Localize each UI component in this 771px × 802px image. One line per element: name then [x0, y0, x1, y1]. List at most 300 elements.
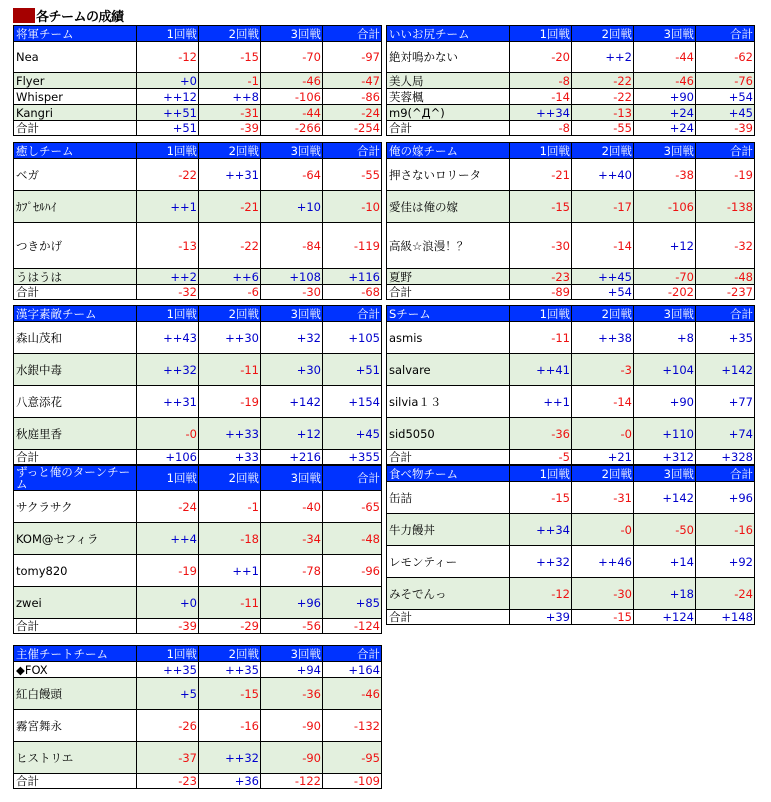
player-row	[14, 223, 382, 269]
column-header: 2回戦	[572, 466, 634, 482]
score-cell: -48	[323, 523, 382, 555]
player-row	[387, 578, 755, 610]
title-marker	[13, 8, 35, 23]
column-header: 1回戦	[510, 466, 572, 482]
column-header: 合計	[323, 646, 382, 662]
total-cell: +124	[634, 610, 696, 625]
player-name: みそでんっ	[387, 578, 510, 610]
player-name: salvare	[387, 354, 510, 386]
total-label: 合計	[14, 774, 137, 789]
player-name: 霧宮舞永	[14, 710, 137, 742]
total-cell: +36	[199, 774, 261, 789]
total-cell: -6	[199, 285, 261, 300]
column-header: 1回戦	[137, 26, 199, 42]
score-cell: -15	[199, 42, 261, 73]
player-name: tomy820	[14, 555, 137, 587]
player-row	[14, 322, 382, 354]
score-cell: +96	[261, 587, 323, 619]
column-header: 合計	[323, 306, 382, 322]
score-cell: +0	[137, 73, 199, 89]
total-cell: +21	[572, 450, 634, 465]
score-cell: -96	[323, 555, 382, 587]
total-cell: +51	[137, 121, 199, 136]
player-row	[14, 42, 382, 73]
player-name: Flyer	[14, 73, 137, 89]
player-name: 水銀中毒	[14, 354, 137, 386]
team-table	[13, 142, 382, 300]
score-cell: ++1	[510, 386, 572, 418]
team-total-row	[387, 450, 755, 465]
score-cell: +85	[323, 587, 382, 619]
player-name: ◆FOX	[14, 662, 137, 678]
score-cell: -46	[261, 73, 323, 89]
score-cell: ++30	[199, 322, 261, 354]
score-cell: ++40	[572, 159, 634, 191]
score-cell: ++2	[137, 269, 199, 285]
total-cell: -202	[634, 285, 696, 300]
column-header: 合計	[696, 306, 755, 322]
score-cell: -22	[137, 159, 199, 191]
column-header: 1回戦	[510, 26, 572, 42]
player-row	[14, 662, 382, 678]
score-cell: +51	[323, 354, 382, 386]
total-label: 合計	[14, 450, 137, 465]
score-cell: +30	[261, 354, 323, 386]
score-cell: -64	[261, 159, 323, 191]
score-cell: +35	[696, 322, 755, 354]
total-cell: -266	[261, 121, 323, 136]
score-cell: +90	[634, 386, 696, 418]
total-label: 合計	[387, 610, 510, 625]
score-cell: -84	[261, 223, 323, 269]
score-cell: -0	[572, 514, 634, 546]
score-cell: -3	[572, 354, 634, 386]
total-label: 合計	[387, 285, 510, 300]
player-name: 愛佳は俺の嫁	[387, 191, 510, 223]
player-name: asmis	[387, 322, 510, 354]
team-name: いいお尻チーム	[387, 26, 510, 42]
column-header: 合計	[696, 26, 755, 42]
column-header: 3回戦	[261, 466, 323, 491]
score-cell: -38	[634, 159, 696, 191]
team-header-row	[387, 143, 755, 159]
score-cell: -21	[199, 191, 261, 223]
score-cell: -34	[261, 523, 323, 555]
score-cell: +142	[634, 482, 696, 514]
score-cell: ++43	[137, 322, 199, 354]
player-row	[387, 482, 755, 514]
score-cell: ++34	[510, 514, 572, 546]
score-cell: -132	[323, 710, 382, 742]
total-label: 合計	[14, 121, 137, 136]
team-header-row	[14, 306, 382, 322]
team-table	[13, 305, 382, 465]
column-header: 合計	[323, 466, 382, 491]
score-cell: -1	[199, 73, 261, 89]
total-label: 合計	[14, 285, 137, 300]
score-cell: -16	[696, 514, 755, 546]
column-header: 2回戦	[572, 26, 634, 42]
total-cell: +106	[137, 450, 199, 465]
team-table	[13, 25, 382, 136]
team-table	[386, 305, 755, 465]
score-cell: -14	[572, 223, 634, 269]
score-cell: -21	[510, 159, 572, 191]
column-header: 2回戦	[199, 466, 261, 491]
player-row	[387, 418, 755, 450]
score-cell: -24	[696, 578, 755, 610]
score-cell: -46	[323, 678, 382, 710]
player-name: 秋庭里香	[14, 418, 137, 450]
score-cell: +18	[634, 578, 696, 610]
player-row	[387, 105, 755, 121]
total-cell: +54	[572, 285, 634, 300]
column-header: 3回戦	[634, 143, 696, 159]
team-total-row	[14, 285, 382, 300]
score-cell: +8	[634, 322, 696, 354]
column-header: 合計	[696, 466, 755, 482]
column-header: 2回戦	[572, 306, 634, 322]
total-cell: +312	[634, 450, 696, 465]
score-cell: -18	[199, 523, 261, 555]
score-cell: -70	[634, 269, 696, 285]
team-header-row	[14, 143, 382, 159]
team-header-row	[14, 646, 382, 662]
player-name: ヒストリエ	[14, 742, 137, 774]
score-cell: -106	[261, 89, 323, 105]
player-row	[14, 386, 382, 418]
team-total-row	[387, 610, 755, 625]
score-cell: +12	[634, 223, 696, 269]
player-row	[14, 491, 382, 523]
total-cell: -55	[572, 121, 634, 136]
player-row	[14, 105, 382, 121]
score-cell: -138	[696, 191, 755, 223]
player-name: Kangri	[14, 105, 137, 121]
column-header: 1回戦	[137, 306, 199, 322]
score-cell: +12	[261, 418, 323, 450]
total-label: 合計	[387, 121, 510, 136]
score-cell: -55	[323, 159, 382, 191]
player-name: サクラサク	[14, 491, 137, 523]
score-cell: -106	[634, 191, 696, 223]
score-cell: -37	[137, 742, 199, 774]
score-cell: +142	[261, 386, 323, 418]
score-cell: -19	[696, 159, 755, 191]
score-cell: +74	[696, 418, 755, 450]
score-cell: -36	[261, 678, 323, 710]
score-cell: -1	[199, 491, 261, 523]
total-cell: -122	[261, 774, 323, 789]
column-header: 1回戦	[137, 143, 199, 159]
total-cell: -39	[137, 619, 199, 634]
score-cell: -24	[323, 105, 382, 121]
player-row	[387, 514, 755, 546]
player-name: 美人局	[387, 73, 510, 89]
team-table	[13, 645, 382, 789]
total-cell: -68	[323, 285, 382, 300]
team-total-row	[14, 774, 382, 789]
player-row	[14, 555, 382, 587]
score-cell: ++6	[199, 269, 261, 285]
player-row	[14, 269, 382, 285]
total-cell: -109	[323, 774, 382, 789]
total-cell: +216	[261, 450, 323, 465]
score-cell: -15	[199, 678, 261, 710]
player-name: レモンティー	[387, 546, 510, 578]
score-cell: -16	[199, 710, 261, 742]
score-cell: ++31	[137, 386, 199, 418]
score-cell: +10	[261, 191, 323, 223]
team-name: ずっと俺のターンチーム	[14, 466, 137, 491]
player-row	[14, 742, 382, 774]
column-header: 1回戦	[137, 646, 199, 662]
player-name: Nea	[14, 42, 137, 73]
score-cell: -50	[634, 514, 696, 546]
score-cell: +94	[261, 662, 323, 678]
total-cell: +355	[323, 450, 382, 465]
score-cell: +32	[261, 322, 323, 354]
score-cell: -31	[572, 482, 634, 514]
score-cell: -11	[199, 354, 261, 386]
total-cell: -5	[510, 450, 572, 465]
player-name: sid5050	[387, 418, 510, 450]
total-cell: -23	[137, 774, 199, 789]
team-table	[386, 142, 755, 300]
score-cell: ++34	[510, 105, 572, 121]
score-cell: ++8	[199, 89, 261, 105]
page-title	[13, 6, 124, 24]
score-cell: ++1	[137, 191, 199, 223]
player-name: ｶﾌﾟｾﾙﾊｲ	[14, 191, 137, 223]
team-header-row	[387, 466, 755, 482]
column-header: 1回戦	[137, 466, 199, 491]
score-cell: -0	[572, 418, 634, 450]
total-cell: -30	[261, 285, 323, 300]
score-cell: -0	[137, 418, 199, 450]
player-name: うはうは	[14, 269, 137, 285]
score-cell: -36	[510, 418, 572, 450]
score-cell: ++2	[572, 42, 634, 73]
score-cell: +5	[137, 678, 199, 710]
total-cell: -124	[323, 619, 382, 634]
player-row	[387, 322, 755, 354]
score-cell: ++35	[199, 662, 261, 678]
column-header: 2回戦	[199, 646, 261, 662]
player-name: silvia１３	[387, 386, 510, 418]
score-cell: -12	[137, 42, 199, 73]
score-cell: -32	[696, 223, 755, 269]
player-row	[14, 710, 382, 742]
page-title-text: 各チームの成績	[36, 9, 124, 25]
total-cell: -39	[696, 121, 755, 136]
team-table	[386, 465, 755, 625]
column-header: 3回戦	[261, 646, 323, 662]
column-header: 1回戦	[510, 306, 572, 322]
score-cell: -23	[510, 269, 572, 285]
score-cell: ++32	[510, 546, 572, 578]
team-total-row	[14, 121, 382, 136]
score-cell: -97	[323, 42, 382, 73]
player-name: 押さないロリータ	[387, 159, 510, 191]
score-cell: -14	[572, 386, 634, 418]
score-cell: -78	[261, 555, 323, 587]
score-cell: -65	[323, 491, 382, 523]
score-cell: +45	[323, 418, 382, 450]
column-header: 1回戦	[510, 143, 572, 159]
score-cell: -95	[323, 742, 382, 774]
score-cell: +110	[634, 418, 696, 450]
player-row	[387, 354, 755, 386]
team-name: 俺の嫁チーム	[387, 143, 510, 159]
score-cell: -22	[572, 89, 634, 105]
score-cell: ++12	[137, 89, 199, 105]
team-table	[13, 465, 382, 634]
score-cell: +108	[261, 269, 323, 285]
score-cell: -31	[199, 105, 261, 121]
column-header: 2回戦	[199, 26, 261, 42]
score-cell: ++33	[199, 418, 261, 450]
column-header: 合計	[323, 26, 382, 42]
total-cell: +39	[510, 610, 572, 625]
total-cell: -32	[137, 285, 199, 300]
score-cell: -15	[510, 191, 572, 223]
team-total-row	[14, 619, 382, 634]
player-row	[14, 191, 382, 223]
score-cell: -22	[199, 223, 261, 269]
score-cell: -26	[137, 710, 199, 742]
score-cell: -17	[572, 191, 634, 223]
score-cell: -11	[199, 587, 261, 619]
player-row	[14, 73, 382, 89]
team-name: 癒しチーム	[14, 143, 137, 159]
player-row	[387, 269, 755, 285]
total-label: 合計	[14, 619, 137, 634]
total-cell: -237	[696, 285, 755, 300]
total-cell: -39	[199, 121, 261, 136]
score-cell: ++4	[137, 523, 199, 555]
player-name: 紅白饅頭	[14, 678, 137, 710]
player-row	[14, 587, 382, 619]
column-header: 2回戦	[572, 143, 634, 159]
column-header: 3回戦	[261, 143, 323, 159]
player-row	[14, 354, 382, 386]
score-cell: -20	[510, 42, 572, 73]
team-header-row	[14, 466, 382, 491]
score-cell: -48	[696, 269, 755, 285]
player-row	[14, 523, 382, 555]
score-cell: +104	[634, 354, 696, 386]
score-cell: -90	[261, 710, 323, 742]
score-cell: +0	[137, 587, 199, 619]
player-row	[14, 159, 382, 191]
player-name: 缶詰	[387, 482, 510, 514]
player-row	[387, 89, 755, 105]
column-header: 3回戦	[634, 466, 696, 482]
team-name: 主催チートチーム	[14, 646, 137, 662]
column-header: 3回戦	[634, 26, 696, 42]
score-cell: ++51	[137, 105, 199, 121]
score-cell: -8	[510, 73, 572, 89]
score-cell: +24	[634, 105, 696, 121]
score-cell: -10	[323, 191, 382, 223]
score-cell: -30	[510, 223, 572, 269]
score-cell: +96	[696, 482, 755, 514]
player-row	[14, 418, 382, 450]
player-row	[14, 89, 382, 105]
player-name: 森山茂和	[14, 322, 137, 354]
score-cell: -24	[137, 491, 199, 523]
score-cell: +116	[323, 269, 382, 285]
team-table	[386, 25, 755, 136]
score-cell: ++35	[137, 662, 199, 678]
score-cell: -76	[696, 73, 755, 89]
score-cell: -47	[323, 73, 382, 89]
score-cell: ++38	[572, 322, 634, 354]
player-name: Whisper	[14, 89, 137, 105]
player-row	[387, 42, 755, 73]
player-row	[387, 223, 755, 269]
score-cell: +142	[696, 354, 755, 386]
column-header: 3回戦	[634, 306, 696, 322]
score-cell: -62	[696, 42, 755, 73]
column-header: 2回戦	[199, 143, 261, 159]
score-cell: ++32	[137, 354, 199, 386]
score-cell: +45	[696, 105, 755, 121]
score-cell: +164	[323, 662, 382, 678]
score-cell: +105	[323, 322, 382, 354]
score-cell: -46	[634, 73, 696, 89]
score-cell: -11	[510, 322, 572, 354]
score-cell: -86	[323, 89, 382, 105]
player-row	[387, 159, 755, 191]
score-cell: -70	[261, 42, 323, 73]
score-cell: -44	[261, 105, 323, 121]
total-cell: -15	[572, 610, 634, 625]
total-cell: -29	[199, 619, 261, 634]
team-total-row	[387, 285, 755, 300]
player-name: 夏野	[387, 269, 510, 285]
score-cell: ++31	[199, 159, 261, 191]
score-cell: ++1	[199, 555, 261, 587]
score-cell: -13	[137, 223, 199, 269]
score-cell: -19	[137, 555, 199, 587]
total-cell: +24	[634, 121, 696, 136]
total-cell: +148	[696, 610, 755, 625]
team-header-row	[14, 26, 382, 42]
team-header-row	[387, 26, 755, 42]
player-name: 絶対鳴かない	[387, 42, 510, 73]
player-name: KOM@セフィラ	[14, 523, 137, 555]
player-name: m9(^Д^)	[387, 105, 510, 121]
player-row	[387, 73, 755, 89]
player-name: ベガ	[14, 159, 137, 191]
column-header: 2回戦	[199, 306, 261, 322]
player-row	[14, 678, 382, 710]
player-name: 八意添花	[14, 386, 137, 418]
score-cell: +90	[634, 89, 696, 105]
player-name: zwei	[14, 587, 137, 619]
score-cell: -13	[572, 105, 634, 121]
team-name: 将軍チーム	[14, 26, 137, 42]
score-cell: -40	[261, 491, 323, 523]
score-cell: ++46	[572, 546, 634, 578]
team-total-row	[387, 121, 755, 136]
total-cell: -89	[510, 285, 572, 300]
column-header: 3回戦	[261, 26, 323, 42]
score-cell: -119	[323, 223, 382, 269]
player-name: つきかげ	[14, 223, 137, 269]
